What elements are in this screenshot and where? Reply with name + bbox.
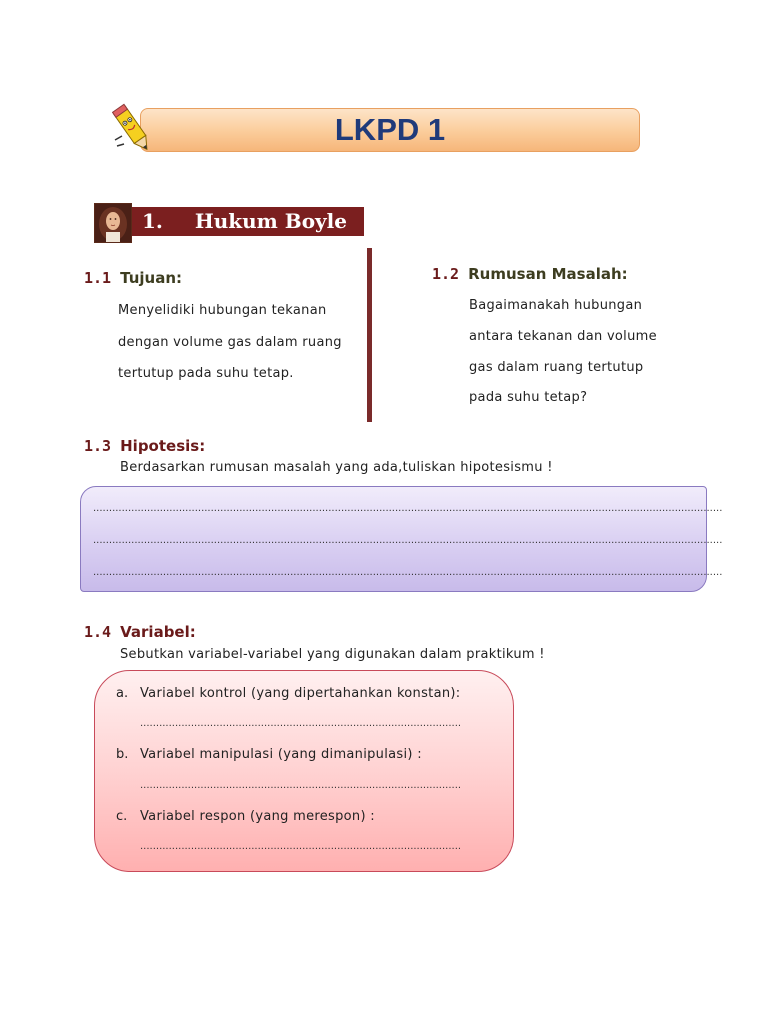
- section-name: Hukum Boyle: [194, 209, 347, 233]
- variabel-answer-line[interactable]: .....................................................................................................: [140, 718, 462, 729]
- rumusan-line: Bagaimanakah hubungan: [469, 298, 643, 313]
- tujuan-line: tertutup pada suhu tetap.: [118, 366, 294, 381]
- variabel-heading: [84, 623, 196, 641]
- rumusan-heading: [432, 265, 628, 283]
- variabel-number: 1.4: [84, 623, 112, 641]
- tujuan-number: 1.1: [84, 269, 112, 287]
- variabel-answer-line[interactable]: .....................................................................................................: [140, 780, 462, 791]
- hipotesis-label: Hipotesis:: [120, 437, 206, 455]
- variabel-instruction: Sebutkan variabel-variabel yang digunakan dalam praktikum !: [120, 647, 545, 662]
- hipotesis-answer-line[interactable]: ......................................................................................................................................................................................................: [93, 535, 723, 546]
- variabel-item-text: Variabel respon (yang merespon) :: [140, 809, 375, 824]
- tujuan-line: dengan volume gas dalam ruang: [118, 335, 342, 350]
- hipotesis-answer-line[interactable]: ......................................................................................................................................................................................................: [93, 503, 723, 514]
- tujuan-line: Menyelidiki hubungan tekanan: [118, 303, 327, 318]
- pencil-mascot-icon: [112, 100, 152, 156]
- variabel-item-text: Variabel kontrol (yang dipertahankan konstan):: [140, 686, 461, 701]
- rumusan-line: pada suhu tetap?: [469, 390, 588, 405]
- variabel-item-letter: a.: [116, 686, 129, 701]
- boyle-portrait-image: [94, 203, 132, 243]
- variabel-item-text: Variabel manipulasi (yang dimanipulasi) :: [140, 747, 422, 762]
- rumusan-label: Rumusan Masalah:: [468, 265, 628, 283]
- column-divider: [367, 248, 372, 422]
- hipotesis-heading: [84, 437, 205, 455]
- variabel-item-letter: c.: [116, 809, 128, 824]
- hipotesis-instruction: Berdasarkan rumusan masalah yang ada,tuliskan hipotesismu !: [120, 460, 553, 475]
- page-title: LKPD 1: [334, 112, 446, 147]
- section-header: [132, 207, 364, 236]
- tujuan-label: Tujuan:: [120, 269, 183, 287]
- variabel-answer-line[interactable]: .....................................................................................................: [140, 841, 462, 852]
- tujuan-heading: [84, 269, 182, 287]
- hipotesis-number: 1.3: [84, 437, 112, 455]
- variabel-label: Variabel:: [120, 623, 196, 641]
- hipotesis-answer-line[interactable]: ......................................................................................................................................................................................................: [93, 567, 723, 578]
- rumusan-number: 1.2: [432, 265, 460, 283]
- variabel-item-letter: b.: [116, 747, 129, 762]
- rumusan-line: gas dalam ruang tertutup: [469, 360, 644, 375]
- section-number: 1.: [142, 209, 163, 233]
- rumusan-line: antara tekanan dan volume: [469, 329, 657, 344]
